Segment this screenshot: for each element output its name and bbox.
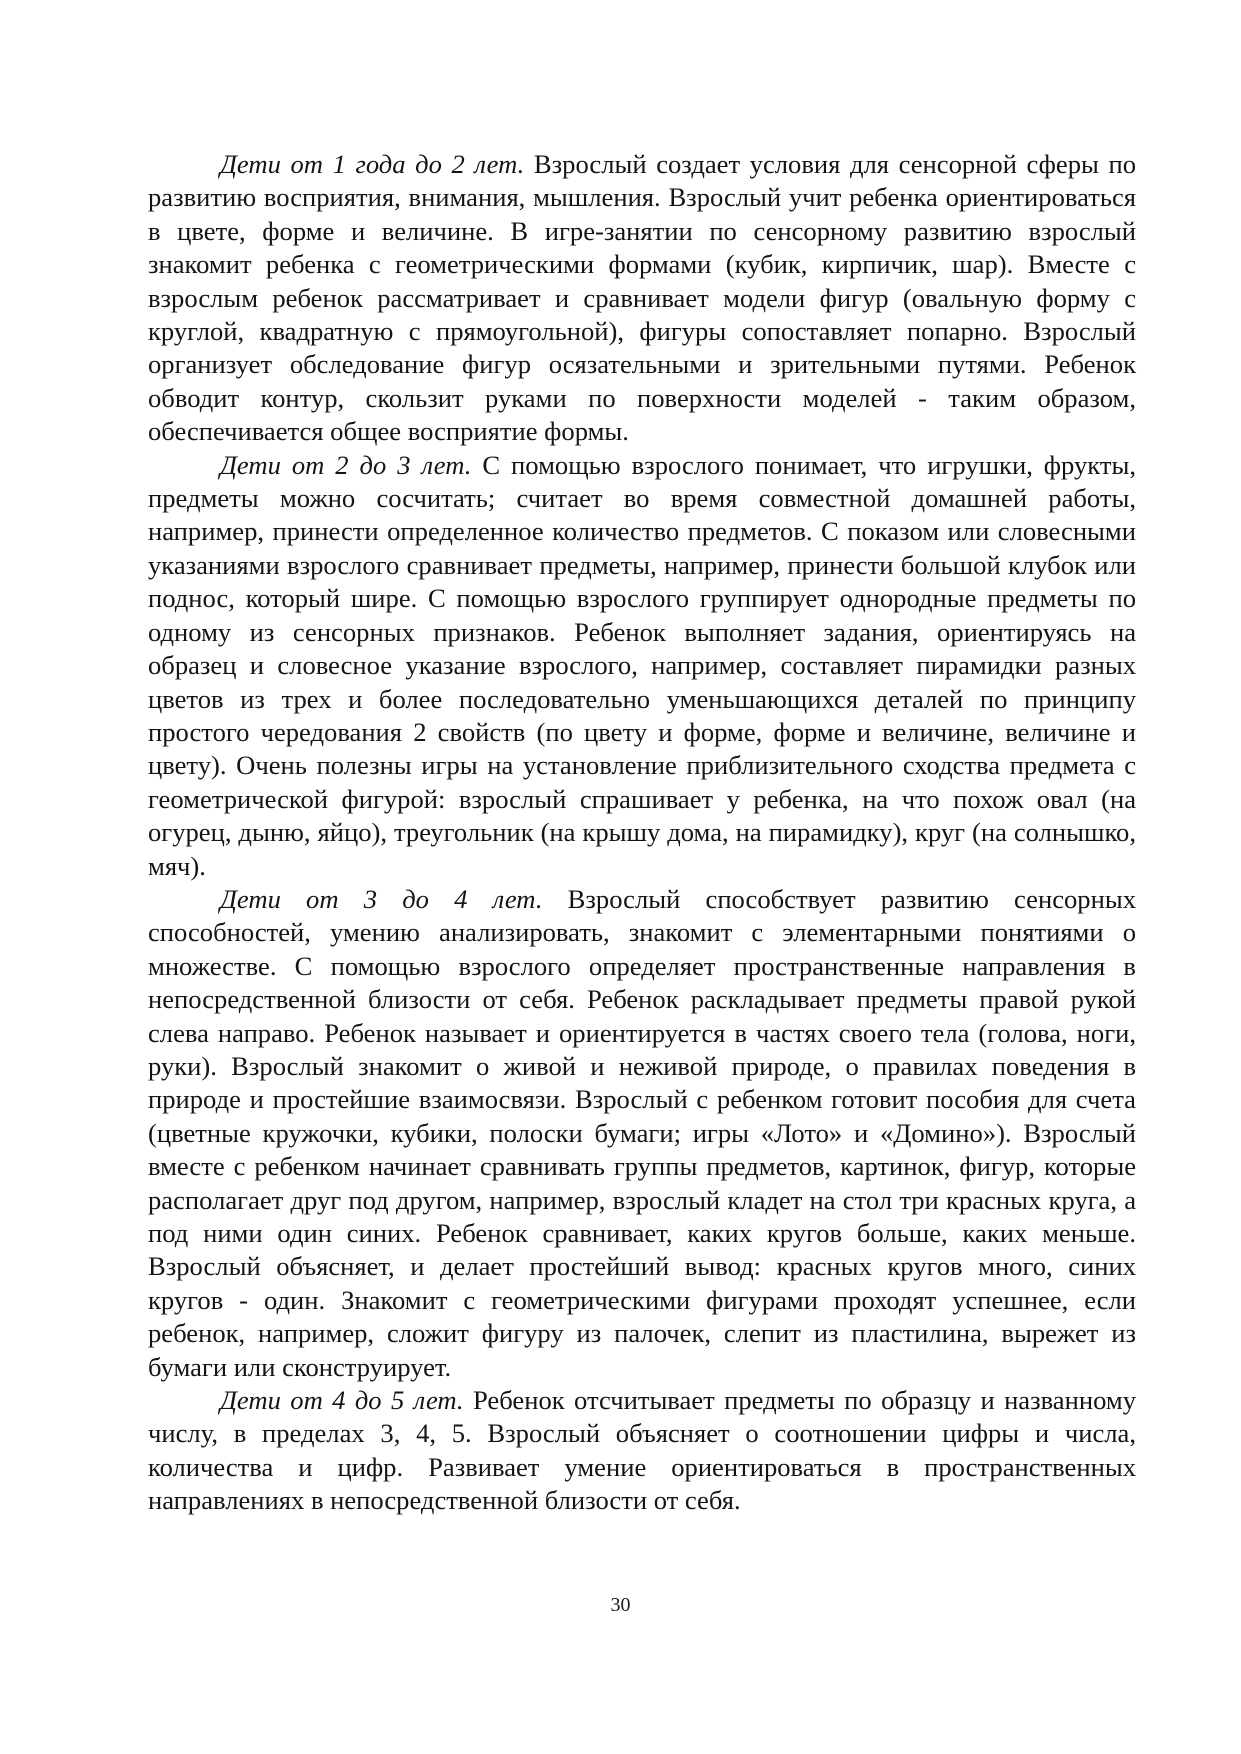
paragraph-age-1-2	[148, 148, 1136, 449]
paragraph-lead: Дети от 4 до 5 лет.	[220, 1385, 464, 1416]
paragraph-lead: Дети от 2 до 3 лет.	[220, 449, 472, 480]
paragraph-lead: Дети от 3 до 4 лет.	[220, 883, 543, 914]
page-body	[148, 148, 1136, 1518]
paragraph-text: Ребенок отсчитывает предметы по образцу и названному числу, в пределах 3, 4, 5. Взрослый объясняет о соотношении цифры и числа, количества и цифр. Развивает умение ориентироваться в пространственных направлениях в непосредственной близости от себя.	[148, 1385, 1136, 1516]
paragraph-text: Взрослый создает условия для сенсорной сферы по развитию восприятия, внимания, мышления. Взрослый учит ребенка ориентироваться в цвете, форме и величине. В игре-занятии по сенсорному развитию взрослый знакомит ребенка с геометрическими формами (кубик, кирпичик, шар). Вместе с взрослым ребенок рассматривает и сравнивает модели фигур (овальную форму с круглой, квадратную с прямоугольной), фигуры сопоставляет попарно. Взрослый организует обследование фигур осязательными и зрительными путями. Ребенок обводит контур, скользит руками по поверхности моделей - таким образом, обеспечивается общее восприятие формы.	[148, 149, 1136, 447]
paragraph-age-4-5	[148, 1384, 1136, 1518]
page-number: 30	[610, 1594, 631, 1616]
paragraph-text: Взрослый способствует развитию сенсорных способностей, умению анализировать, знакомит с элементарными понятиями о множестве. С помощью взрослого определяет пространственные направления в непосредственной близости от себя. Ребенок раскладывает предметы правой рукой слева направо. Ребенок называет и ориентируется в частях своего тела (голова, ноги, руки). Взрослый знакомит о живой и неживой природе, о правилах поведения в природе и простейшие взаимосвязи. Взрослый с ребенком готовит пособия для счета (цветные кружочки, кубики, полоски бумаги; игры «Лото» и «Домино»). Взрослый вместе с ребенком начинает сравнивать группы предметов, картинок, фигур, которые располагает друг под другом, например, взрослый кладет на стол три красных круга, а под ними один синих. Ребенок сравнивает, каких кругов больше, каких меньше. Взрослый объясняет, и делает простейший вывод: красных кругов много, синих кругов - один. Знакомит с геометрическими фигурами проходят успешнее, если ребенок, например, сложит фигуру из палочек, слепит из пластилина, вырежет из бумаги или сконструирует.	[148, 883, 1137, 1382]
paragraph-age-3-4	[148, 883, 1136, 1384]
paragraph-text: С помощью взрослого понимает, что игрушки, фрукты, предметы можно сосчитать; считает во время совместной домашней работы, например, принести определенное количество предметов. С показом или словесными указаниями взрослого сравнивает предметы, например, принести большой клубок или поднос, который шире. С помощью взрослого группирует однородные предметы по одному из сенсорных признаков. Ребенок выполняет задания, ориентируясь на образец и словесное указание взрослого, например, составляет пирамидки разных цветов из трех и более последовательно уменьшающихся деталей по принципу простого чередования 2 свойств (по цвету и форме, форме и величине, величине и цвету). Очень полезны игры на установление приблизительного сходства предмета с геометрической фигурой: взрослый спрашивает у ребенка, на что похож овал (на огурец, дыню, яйцо), треугольник (на крышу дома, на пирамидку), круг (на солнышко, мяч).	[148, 449, 1136, 881]
paragraph-age-2-3	[148, 449, 1136, 883]
paragraph-lead: Дети от 1 года до 2 лет.	[220, 149, 525, 179]
